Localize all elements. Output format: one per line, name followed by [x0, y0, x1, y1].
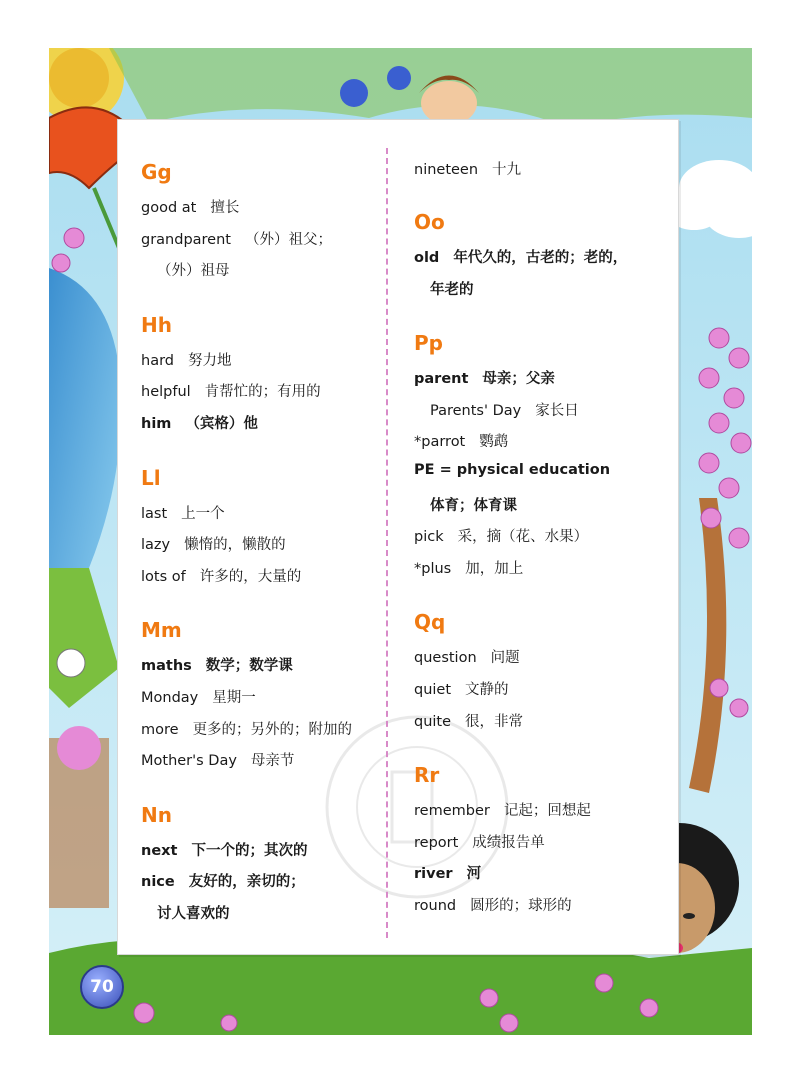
- entry-word: nineteen: [414, 162, 479, 178]
- glossary-entry: [414, 525, 588, 546]
- glossary-entry: [141, 686, 256, 707]
- glossary-entry: [141, 228, 332, 249]
- entry-meaning: 友好的，亲切的；: [188, 874, 305, 891]
- glossary-entry: [141, 718, 352, 739]
- entry-meaning: 加，加上: [465, 560, 524, 577]
- glossary-entry: [141, 380, 321, 401]
- glossary-entry: [414, 710, 523, 731]
- entry-word: lazy: [141, 537, 171, 554]
- glossary-entry: [430, 399, 579, 420]
- entry-meaning: 很，非常: [465, 713, 524, 730]
- entry-word: question: [414, 650, 477, 667]
- glossary-entry: [141, 870, 305, 891]
- entry-word: *parrot: [414, 434, 466, 451]
- entry-meaning: （宾格）他: [185, 416, 258, 432]
- glossary-entry: [430, 494, 517, 515]
- entry-word: parent: [414, 371, 469, 388]
- entry-meaning: 努力地: [188, 352, 232, 369]
- letter-heading: Ll: [141, 465, 161, 490]
- entry-word: lots of: [141, 568, 186, 585]
- entry-word: old: [414, 250, 440, 266]
- entry-meaning: 文静的: [465, 682, 509, 698]
- glossary-entry: [141, 502, 225, 523]
- glossary-entry: [141, 533, 286, 554]
- entry-meaning: 懒惰的，懒散的: [184, 537, 286, 554]
- entry-word: more: [141, 721, 179, 738]
- entry-meaning: 擅长: [210, 200, 240, 216]
- column-divider: [386, 148, 388, 938]
- entry-meaning: 成绩报告单: [472, 834, 545, 851]
- glossary-entry: [414, 894, 572, 915]
- entry-meaning: 体育；体育课: [430, 497, 517, 514]
- glossary-entry: [414, 430, 508, 451]
- entry-meaning: 下一个的；其次的: [191, 842, 308, 859]
- entry-meaning: 数学；数学课: [205, 658, 293, 675]
- entry-meaning: 采，摘（花、水果）: [457, 529, 589, 546]
- entry-meaning: 圆形的；球形的: [470, 898, 572, 914]
- entry-meaning: （外）祖父；: [244, 231, 332, 248]
- letter-heading: Qq: [414, 610, 446, 635]
- entry-meaning: 许多的，大量的: [199, 568, 302, 585]
- glossary-entry: [414, 462, 624, 478]
- entry-word: *plus: [414, 560, 452, 577]
- glossary-entry: [414, 158, 521, 179]
- glossary-entry: [414, 367, 555, 388]
- entry-word: last: [141, 505, 168, 522]
- entry-word: river: [414, 866, 453, 883]
- entry-meaning: 河: [466, 866, 482, 883]
- entry-word: good at: [141, 200, 197, 216]
- entry-meaning: 上一个: [181, 505, 225, 522]
- glossary-entry: [141, 196, 239, 217]
- entry-word: maths: [141, 658, 192, 675]
- entry-word: helpful: [141, 384, 191, 401]
- entry-word: Parents' Day: [430, 402, 522, 419]
- entry-word: quite: [414, 713, 452, 730]
- entry-meaning: 母亲；父亲: [482, 371, 555, 388]
- entry-word: hard: [141, 352, 174, 369]
- glossary-entry: [157, 259, 230, 280]
- glossary-entry: [414, 678, 509, 699]
- glossary-entry: [141, 749, 294, 770]
- letter-heading: Gg: [141, 160, 172, 184]
- glossary-entry: [157, 902, 230, 923]
- entry-meaning: 记起；回想起: [503, 803, 591, 820]
- glossary-entry: [414, 646, 520, 667]
- letter-heading: Mm: [141, 618, 182, 643]
- entry-word: remember: [414, 803, 490, 820]
- entry-word: Mother's Day: [141, 753, 237, 770]
- entry-word: next: [141, 842, 178, 859]
- letter-heading: Rr: [414, 763, 440, 788]
- letter-heading: Pp: [414, 331, 443, 356]
- entry-word: him: [141, 416, 172, 432]
- entry-word: PE = physical education: [414, 462, 611, 478]
- entry-meaning: 鹦鹉: [479, 434, 509, 451]
- glossary-entry: [414, 557, 523, 578]
- glossary-entry: [414, 862, 481, 883]
- glossary-entry: [141, 839, 307, 860]
- entry-meaning: 家长日: [535, 402, 579, 419]
- glossary-entry: [414, 799, 591, 820]
- glossary-entry: [414, 831, 545, 852]
- glossary-entry: [141, 412, 258, 433]
- entry-meaning: 年代久的，古老的；老的，: [453, 250, 628, 266]
- glossary-entry: [414, 246, 627, 267]
- letter-heading: Nn: [141, 802, 172, 827]
- entry-meaning: 肯帮忙的；有用的: [204, 384, 321, 401]
- entry-meaning: 十九: [492, 162, 522, 178]
- entry-word: quiet: [414, 682, 452, 698]
- entry-meaning: 年老的: [430, 281, 474, 298]
- entry-meaning: 母亲节: [250, 753, 295, 770]
- entry-meaning: 星期一: [212, 690, 256, 706]
- glossary-entry: [141, 349, 232, 370]
- glossary-entry: [141, 654, 293, 675]
- entry-word: round: [414, 898, 457, 914]
- letter-heading: Oo: [414, 210, 445, 234]
- glossary-entry: [141, 565, 301, 586]
- entry-meaning: 讨人喜欢的: [157, 906, 230, 922]
- page-number-badge: 70: [80, 965, 124, 1009]
- entry-word: Monday: [141, 690, 199, 706]
- entry-meaning: 问题: [490, 650, 520, 667]
- entry-meaning: 更多的；另外的；附加的: [192, 721, 353, 738]
- entry-word: report: [414, 834, 459, 851]
- entry-word: pick: [414, 529, 444, 546]
- entry-meaning: （外）祖母: [157, 263, 230, 280]
- entry-word: nice: [141, 874, 175, 891]
- glossary-entry: [430, 278, 474, 299]
- letter-heading: Hh: [141, 312, 172, 337]
- entry-word: grandparent: [141, 231, 231, 248]
